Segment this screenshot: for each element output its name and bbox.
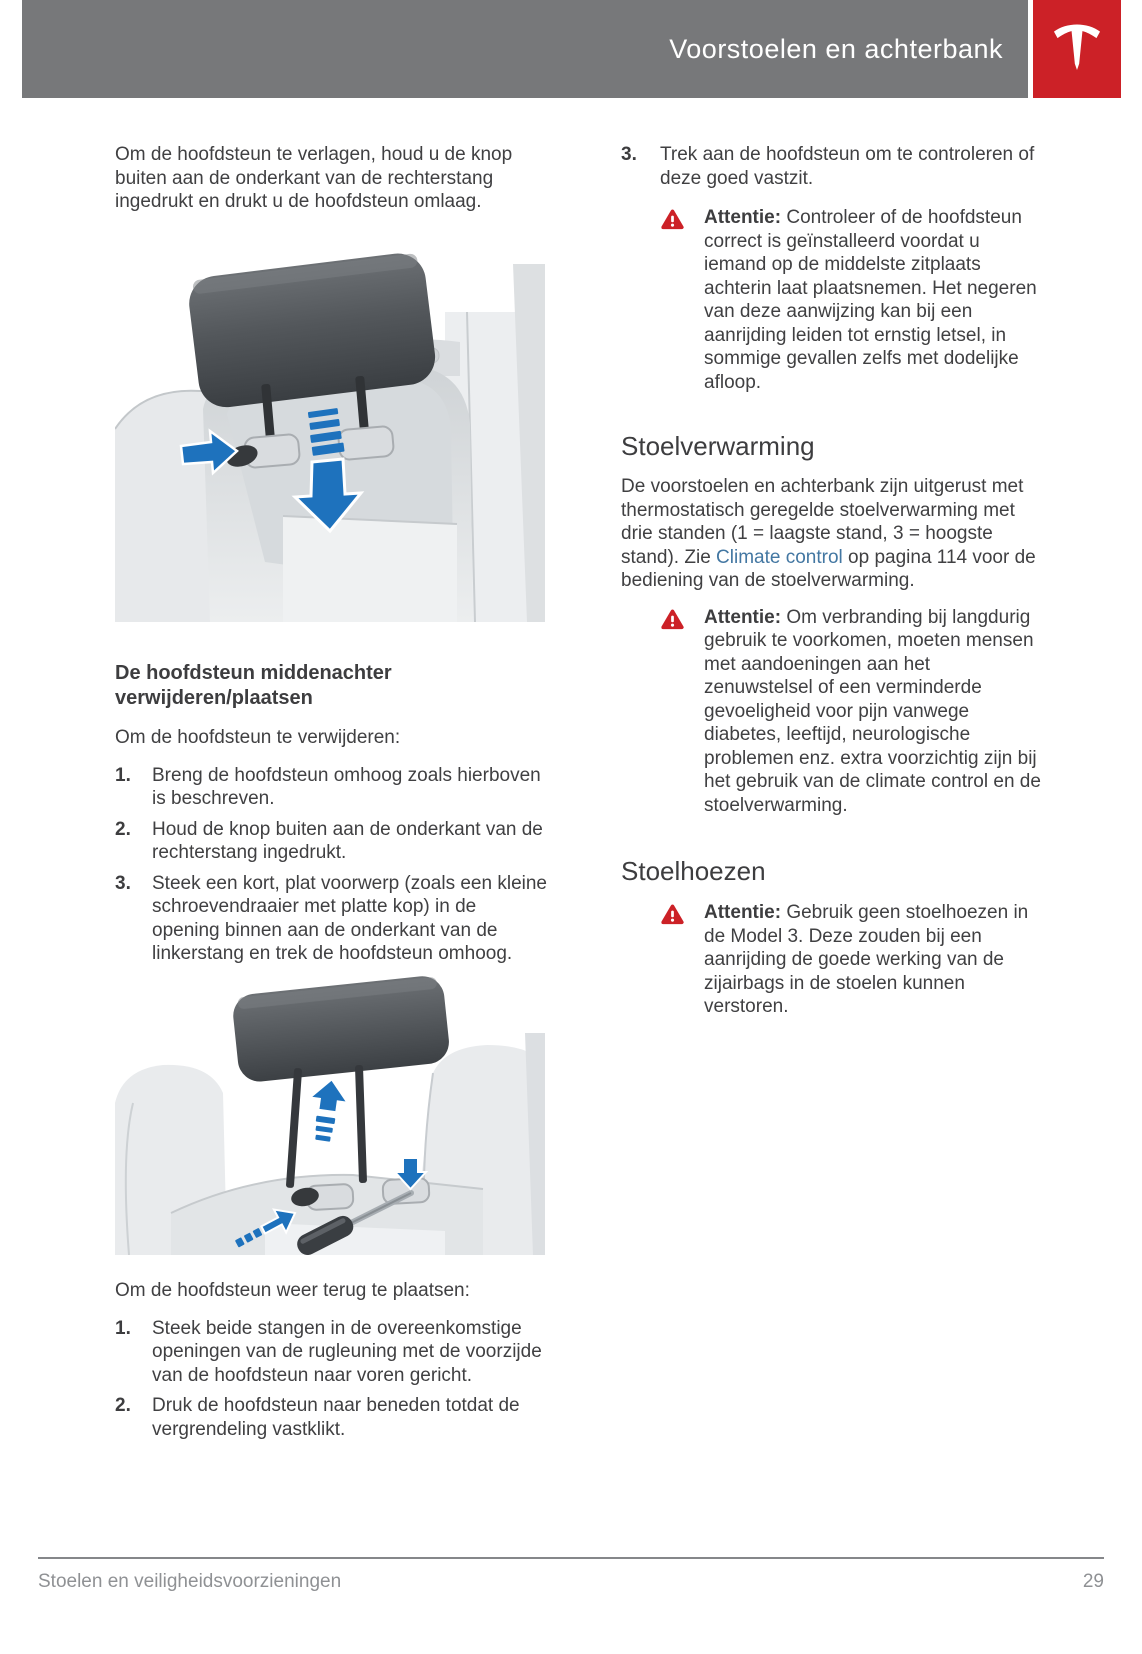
heading-stoelverwarming: Stoelverwarming — [621, 431, 815, 461]
step-number: 3. — [115, 872, 131, 894]
footer-section-title: Stoelen en veiligheidsvoorzieningen — [38, 1571, 342, 1592]
warning-text — [704, 606, 1041, 818]
arrow-up-icon — [304, 1076, 350, 1143]
headrest-shape — [231, 974, 451, 1084]
step-number: 3. — [621, 144, 637, 165]
heating-paragraph — [621, 475, 1041, 593]
step-text: Trek aan de hoofdsteun om te controleren of deze goed vastzit. — [660, 144, 1035, 189]
warning-label: Attentie: — [704, 606, 782, 628]
subheading-remove-replace: De hoofdsteun middenachter verwijderen/plaatsen — [115, 662, 392, 709]
list-item — [115, 1317, 547, 1388]
step-number: 2. — [115, 818, 131, 840]
step-text: Steek een kort, plat voorwerp (zoals een kleine schroevendraaier met platte kop) in de opening binnen aan de onderkant van de linkerstang en trek de hoofdsteun omhoog. — [152, 872, 547, 964]
right-column — [621, 143, 1041, 1019]
warning-seat-covers — [660, 901, 1041, 1019]
warning-text — [704, 901, 1041, 1019]
header-bar — [22, 0, 1028, 98]
warning-headrest-install — [660, 206, 1041, 394]
list-item — [115, 1394, 547, 1441]
warning-triangle-icon — [660, 608, 685, 631]
page-title: Voorstoelen en achterbank — [669, 33, 1003, 64]
replace-intro: Om de hoofdsteun weer terug te plaatsen: — [115, 1280, 470, 1301]
figure-headrest-remove — [115, 973, 547, 1262]
step-number: 1. — [115, 1317, 131, 1339]
headrest-post-left — [286, 1067, 302, 1187]
list-item-check — [621, 143, 1041, 190]
headrest-post-right — [355, 1064, 367, 1182]
warning-body: Gebruik geen stoelhoezen in de Model 3. Deze zouden bij een aanrijding de goede werking van de zijairbags in de stoelen kunnen verstoren. — [704, 902, 1029, 1017]
replace-steps-list — [115, 1317, 547, 1442]
step-text: Houd de knop buiten aan de onderkant van de rechterstang ingedrukt. — [152, 818, 543, 863]
footer-page-number: 29 — [1082, 1571, 1104, 1592]
warning-triangle-icon — [660, 208, 685, 231]
warning-label: Attentie: — [704, 902, 782, 923]
warning-triangle-icon — [660, 903, 685, 926]
tesla-logo-icon — [1053, 19, 1101, 80]
intro-paragraph: Om de hoofdsteun te verlagen, houd u de knop buiten aan de onderkant van de rechterstang ingedrukt en drukt u de hoofdsteun omlaag. — [115, 144, 513, 212]
list-item — [115, 818, 547, 865]
heating-text-before: De voorstoelen en achterbank zijn uitgerust met thermostatisch geregelde stoelverwarming met drie standen (1 = laagste stand, 3 = hoogste stand). Zie — [621, 476, 1024, 568]
warning-seat-heating — [660, 606, 1041, 818]
headrest-lower-illustration — [115, 224, 545, 622]
footer-divider — [38, 1557, 1104, 1559]
step-number: 1. — [115, 764, 131, 786]
warning-body: Controleer of de hoofdsteun correct is geïnstalleerd voordat u iemand op de middelste zitplaats achterin laat plaatsnemen. Het negeren van deze aanwijzing kan bij een aanrijding leiden tot ernstig letsel, in sommige gevallen zelfs met dodelijke afloop. — [704, 207, 1037, 393]
list-item — [115, 872, 547, 966]
remove-intro: Om de hoofdsteun te verwijderen: — [115, 727, 401, 748]
step-text: Druk de hoofdsteun naar beneden totdat de vergrendeling vastklikt. — [152, 1395, 520, 1440]
warning-body: Om verbranding bij langdurig gebruik te voorkomen, moeten mensen met aandoeningen aan het zenuwstelsel of een verminderde gevoeligheid voor pijn vanwege diabetes, leeftijd, neurologische problemen enz. extra voorzichtig zijn bij het gebruik van de climate control en de stoelverwarming. — [704, 606, 1041, 816]
step-text: Steek beide stangen in de overeenkomstige openingen van de rugleuning met de voorzijde van de hoofdsteun naar voren gericht. — [152, 1317, 542, 1386]
climate-control-link[interactable]: Climate control — [716, 546, 843, 568]
warning-text — [704, 206, 1041, 394]
warning-label: Attentie: — [704, 207, 782, 228]
step-text: Breng de hoofdsteun omhoog zoals hierboven is beschreven. — [152, 764, 541, 809]
figure-headrest-lower — [115, 224, 547, 629]
list-item — [115, 764, 547, 811]
headrest-remove-illustration — [115, 973, 545, 1255]
step-number: 2. — [115, 1395, 131, 1416]
heating-text-after: op pagina 114 voor de bediening van de stoelverwarming. — [621, 546, 1036, 591]
left-column — [115, 143, 547, 1448]
footer — [38, 1571, 1104, 1593]
heading-stoelhoezen: Stoelhoezen — [621, 856, 766, 886]
remove-steps-list — [115, 764, 547, 966]
tesla-logo-box — [1033, 0, 1121, 98]
